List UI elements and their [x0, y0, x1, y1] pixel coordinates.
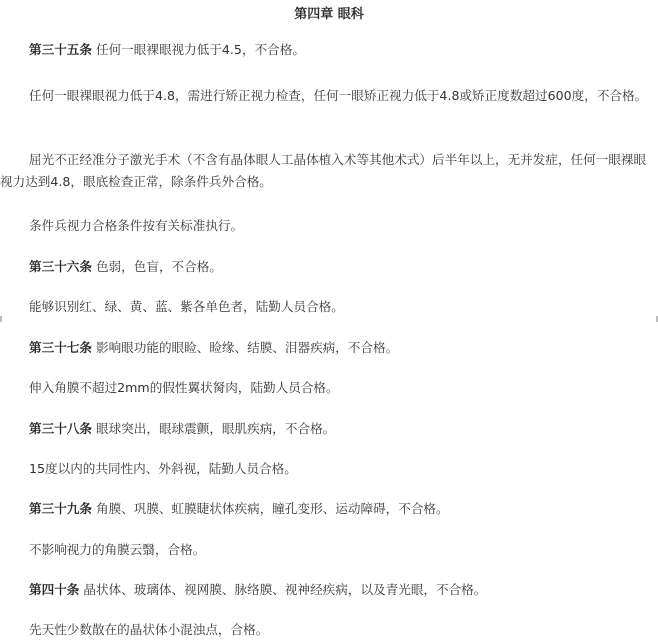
article-label: 第三十九条: [29, 501, 92, 516]
article-label: 第三十五条: [29, 42, 92, 57]
article-text: 伸入角膜不超过2mm的假性翼状胬肉，陆勤人员合格。: [29, 380, 339, 395]
article-text: 条件兵视力合格条件按有关标准执行。: [29, 218, 244, 233]
article-38-clause-2: [0, 458, 650, 480]
article-text: 色弱，色盲，不合格。: [91, 259, 222, 274]
article-text: 能够识别红、绿、黄、蓝、紫各单色者，陆勤人员合格。: [29, 299, 344, 314]
chapter-title: 第四章 眼科: [294, 7, 364, 22]
article-40-paragraph: [0, 579, 650, 601]
article-text: 先天性少数散在的晶状体小混浊点，合格。: [29, 622, 269, 637]
article-text: 屈光不正经准分子激光手术（不含有晶体眼人工晶体植入术等其他术式）后半年以上，无并发症，任何一眼裸眼视力达到4.8，眼底检查正常，除条件兵外合格。: [0, 152, 647, 189]
article-36-paragraph: [0, 256, 650, 278]
article-35-clause-2: [0, 85, 650, 107]
article-37-clause-2: [0, 377, 650, 399]
article-text: 晶状体、玻璃体、视网膜、脉络膜、视神经疾病，以及青光眼，不合格。: [79, 582, 487, 597]
article-35-clause-4: [0, 215, 650, 237]
article-label: 第四十条: [29, 582, 80, 597]
article-text: 任何一眼裸眼视力低于4.8，需进行矫正视力检查，任何一眼矫正视力低于4.8或矫正度数超过600度，不合格。: [29, 88, 648, 103]
article-text: 任何一眼裸眼视力低于4.5，不合格。: [91, 42, 305, 57]
article-label: 第三十八条: [29, 421, 92, 436]
article-39-paragraph: [0, 498, 650, 520]
article-39-clause-2: [0, 539, 650, 561]
article-40-clause-2: [0, 619, 650, 641]
article-36-clause-2: [0, 296, 650, 318]
article-text: 15度以内的共同性内、外斜视，陆勤人员合格。: [29, 461, 297, 476]
article-label: 第三十六条: [29, 259, 92, 274]
article-35-clause-3: [0, 149, 650, 193]
article-text: 眼球突出，眼球震颤，眼肌疾病，不合格。: [91, 421, 336, 436]
article-35-paragraph: [0, 39, 650, 61]
article-text: 影响眼功能的眼睑、睑缘、结膜、泪器疾病，不合格。: [91, 340, 399, 355]
article-text: 不影响视力的角膜云翳，合格。: [29, 542, 206, 557]
article-37-paragraph: [0, 337, 650, 359]
article-label: 第三十七条: [29, 340, 92, 355]
article-38-paragraph: [0, 418, 650, 440]
article-text: 角膜、巩膜、虹膜睫状体疾病，瞳孔变形、运动障碍，不合格。: [91, 501, 449, 516]
